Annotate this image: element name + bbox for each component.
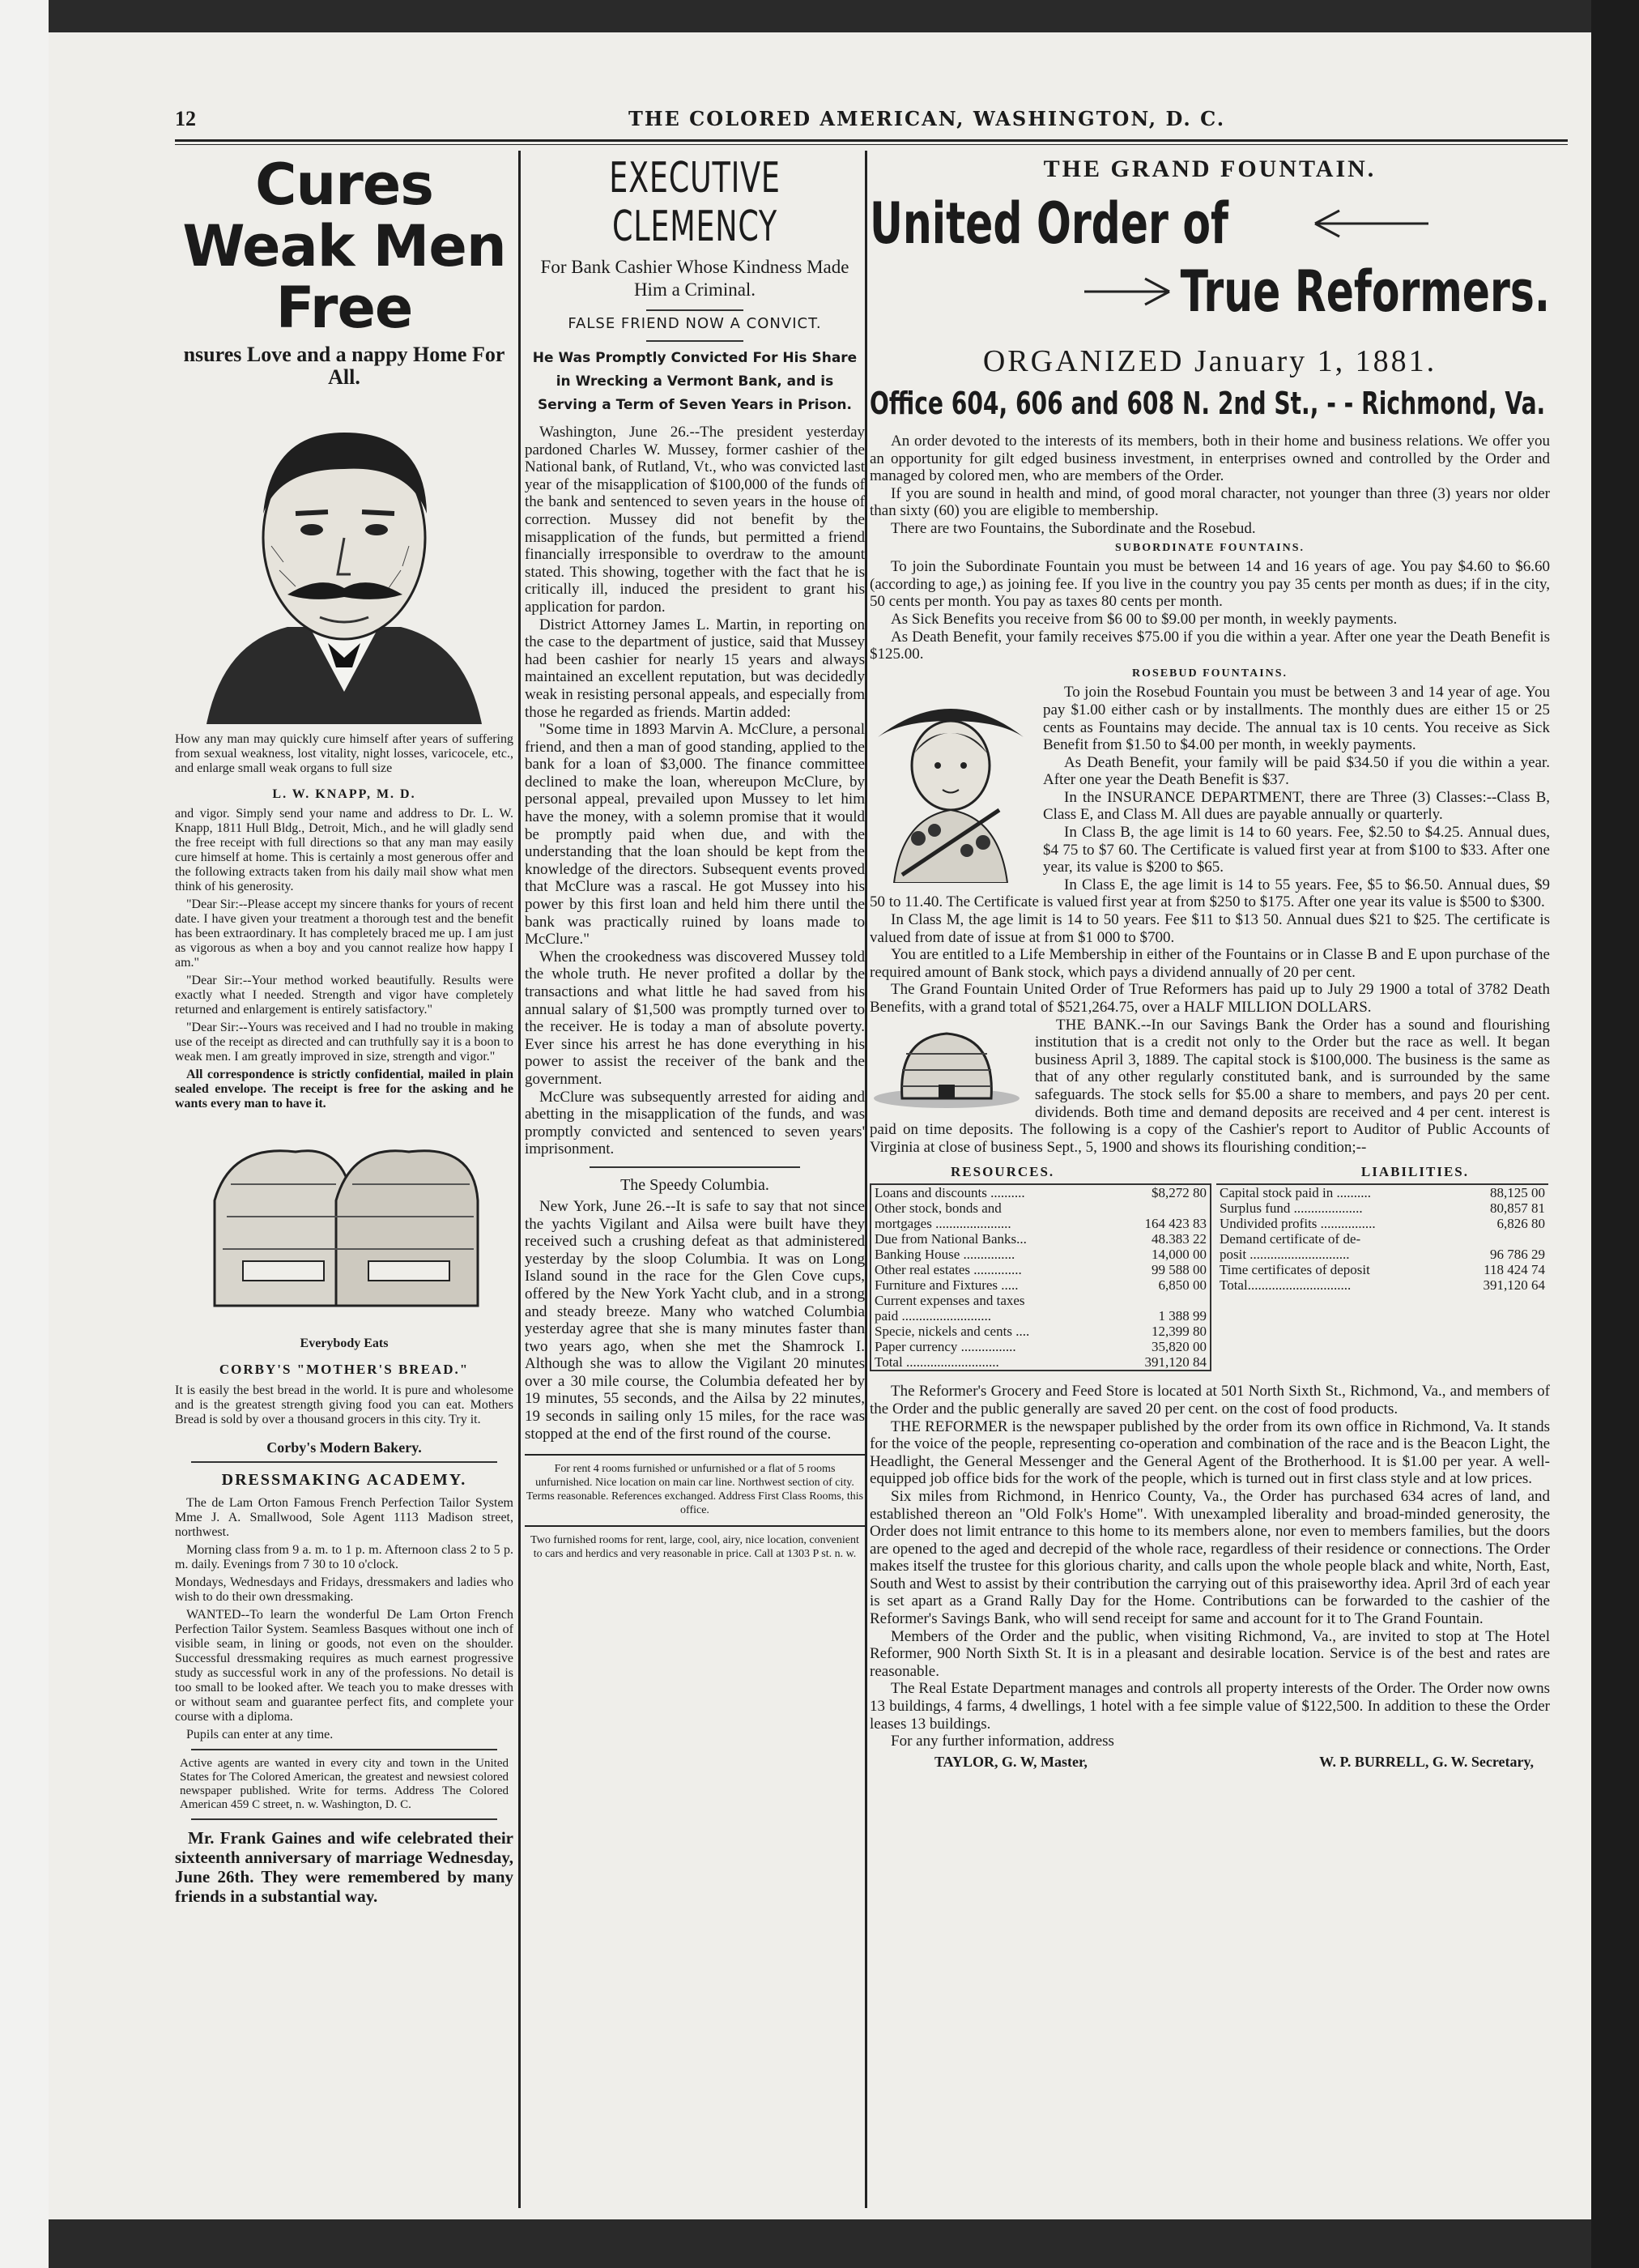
fountain-para-16: The Reformer's Grocery and Feed Store is located at 501 North Sixth St., Richmond, Va., and members of the Order and the public generally are saved 20 per cent. on the cost of food products. (870, 1383, 1550, 1418)
resources-table-box (870, 1183, 1211, 1371)
office-address: Office 604, 606 and 608 N. 2nd St., - - Richmond, Va. (870, 386, 1546, 421)
row-label: Other stock, bonds and (875, 1200, 1002, 1217)
row-label: Demand certificate of de- (1220, 1231, 1361, 1247)
page-shadow (1591, 0, 1639, 2268)
column-2 (525, 154, 865, 2211)
signatures (870, 1754, 1550, 1771)
cures-headline-line2: Weak Men (182, 213, 506, 279)
cures-para-4: "Dear Sir:--Yours was received and I had no trouble in making use of the receipt as directed and can truthfully say it is a boon to weak men. I am greatly improved in size, strength and vigor." (175, 1021, 513, 1064)
table-row (871, 1247, 1210, 1262)
liabilities-table-box (1216, 1183, 1548, 1371)
table-row (1216, 1200, 1548, 1216)
clemency-deck-1: For Bank Cashier Whose Kindness Made Him a Criminal. (540, 257, 849, 300)
row-value (1109, 1293, 1211, 1308)
dressmaking-para-4: Pupils can enter at any time. (186, 1728, 334, 1742)
row-value: 391,120 84 (1144, 1354, 1207, 1371)
table-row (871, 1216, 1210, 1231)
financial-headings (870, 1164, 1550, 1180)
row-label: Other real estates .............. (875, 1262, 1022, 1278)
row-label: Furniture and Fixtures ..... (875, 1277, 1019, 1294)
row-value: 6,850 00 (1158, 1277, 1207, 1294)
order-headline-2: True Reformers. (1180, 258, 1550, 325)
signature-master: TAYLOR, G. W, Master, (934, 1753, 1088, 1770)
cures-headline-line3: Free (275, 275, 413, 341)
table-row (1216, 1277, 1548, 1293)
fountain-para-20: The Real Estate Department manages and controls all property interests of the Order. The Order now owns 13 buildings, 4 farms, 4 dwellings, 1 hotel with a fee simple value of $122,500. In addition to these the Order leases 13 buildings. (870, 1680, 1550, 1733)
clemency-body (525, 424, 865, 1158)
cures-para-5: All correspondence is strictly confidential, mailed in plain sealed envelope. The receipt is free for the asking and he wants every man to have it. (175, 1068, 513, 1111)
fountain-para-3: There are two Fountains, the Subordinate and the Rosebud. (891, 519, 1256, 537)
row-label: Banking House ............... (875, 1247, 1015, 1263)
columbia-title: The Speedy Columbia. (620, 1175, 769, 1194)
row-label: Specie, nickels and cents .... (875, 1324, 1030, 1340)
table-row (871, 1339, 1210, 1354)
row-value: 164 423 83 (1144, 1216, 1207, 1232)
fountain-para-18: Six miles from Richmond, in Henrico County, Va., the Order has purchased 634 acres of land, and established thereon an "Old Folk's Home". With unexampled liberality and broad-minded generosity, the Order does not limit entrance to this home to its members alone, nor even to members families, but the doors are opened to the aged and decrepid of the whole race, regardless of their residence or connections. The Order makes itself the trustee for this glorious charity, and calls upon the whole people black and white, North, East, South and West to assist by their contribution the carrying out of this praiseworthy idea. April 3rd of each year is set apart as a Grand Rally Day for the Home. Contributions can be forwarded to the cashier of the Reformer's Savings Bank, who will send receipt for same and account for it to The Grand Fountain. (870, 1487, 1550, 1628)
dressmaking-para-2: Mondays, Wednesdays and Fridays, dressmakers and ladies who wish to do their own dressmaking. (175, 1575, 513, 1604)
row-value: 35,820 00 (1152, 1339, 1207, 1355)
row-value: 6,826 80 (1496, 1216, 1545, 1232)
clemency-headline: EXECUTIVE CLEMENCY (609, 154, 781, 251)
row-value: 80,857 81 (1490, 1200, 1545, 1217)
cures-body (175, 807, 513, 1111)
doctor-portrait-image (190, 400, 498, 724)
table-row (871, 1185, 1210, 1200)
dressmaking-para-3: WANTED--To learn the wonderful De Lam Orton French Perfection Tailor System. Seamless Basques without one inch of visible seam, in lining or goods, not even on the shoulder. Successful dressmaking requires as much earnest progressive study as successful work in any of the professions. No detail is too small to be looked after. We teach you to make dresses with or without seam and guarantee perfect fits, and complete your course with a diploma. (175, 1608, 513, 1724)
cures-subheading: nsures Love and a nappy Home For All. (183, 343, 505, 389)
row-label: Current expenses and taxes (875, 1293, 1025, 1309)
fountain-para-10: In Class B, the age limit is 14 to 60 years. Fee, $2.50 to $4.25. Annual dues, $4 75 to $7 60. The Certificate is valued first year at from $100 to $33. After one year, its value is $200 to $65. (1043, 824, 1550, 876)
divider (191, 1749, 497, 1750)
fountain-para-17: THE REFORMER is the newspaper published by the order from its own office in Richmond, Va. It stands for the voice of the people, representing co-operation and combination of the race and is the Beacon Light, the Headlight, the General Messenger and the General Agent of the Brotherhood. It is $1.00 per year. A well-equipped job office bids for the work of the people, which is turned out in first class style and at low prices. (870, 1418, 1550, 1488)
liabilities-heading: LIABILITIES. (1360, 1164, 1469, 1180)
fountain-para-19: Members of the Order and the public, when visiting Richmond, Va., are invited to stop at The Hotel Reformer, 900 North Sixth St. It is in a pleasant and desirable location. Service is of the best and rates are reasonable. (870, 1627, 1550, 1680)
clemency-para-4: When the crookedness was discovered Mussey told the whole truth. He never profited a dollar by the transactions and what little he had saved from his annual salary of $1,500 was promptly turned over to the receiver. He is today a man of absolute poverty. Ever since his arrest he has done everything in his power to assist the receiver of the bank and the government. (525, 948, 865, 1088)
cures-intro: How any man may quickly cure himself after years of suffering from sexual weakness, lost vitality, night losses, varicocele, etc., and enlarge small weak organs to full size (175, 732, 513, 775)
divider (525, 1525, 865, 1527)
row-value: 1 388 99 (1158, 1308, 1207, 1324)
clemency-deck-2: FALSE FRIEND NOW A CONVICT. (568, 315, 822, 332)
clemency-para-1: Washington, June 26.--The president yesterday pardoned Charles W. Mussey, former cashier of the National bank, of Rutland, Vt., who was convicted last year of the misapplication of $100,000 of the funds of the bank and sentenced to seven years in the house of correction. Mussey did not benefit by the misapplication of the funds, but permitted a friend financially irresponsible to overdraw to the amount stated. This showing, together with the fact that he is critically ill, induced the president to grant his application for pardon. (525, 424, 865, 616)
column-rule-2 (865, 151, 867, 2208)
row-value (1109, 1200, 1211, 1216)
table-row (1216, 1216, 1548, 1231)
page-number: 12 (175, 107, 196, 130)
column-rule-1 (518, 151, 521, 2208)
arrow-left-icon (1307, 207, 1437, 240)
subordinate-heading: SUBORDINATE FOUNTAINS. (1114, 541, 1305, 554)
fountain-para-1: An order devoted to the interests of its members, both in their home and business relations. We offer you an opportunity for gilt edged business investment, in enterprises owned and controlled by the Order and managed by colored men, who are members of the Order. (870, 433, 1550, 485)
column-1 (175, 154, 513, 2211)
row-value: 99 588 00 (1152, 1262, 1207, 1278)
beehive-image (870, 1021, 1024, 1111)
row-label: Due from National Banks... (875, 1231, 1027, 1247)
bread-text: It is easily the best bread in the world. It is pure and wholesome and is the greatest strength giving food you can eat. Mothers Bread is sold by over a thousand grocers in this city. Try it. (175, 1383, 513, 1426)
row-value: 391,120 64 (1483, 1277, 1545, 1294)
row-label: mortgages ...................... (875, 1216, 1011, 1232)
row-label: Loans and discounts .......... (875, 1185, 1025, 1201)
liabilities-table (1216, 1183, 1548, 1293)
table-row (871, 1231, 1210, 1247)
row-label: Total.............................. (1220, 1277, 1352, 1294)
grand-fountain-title: THE GRAND FOUNTAIN. (1043, 156, 1377, 182)
row-label: Total ........................... (875, 1354, 999, 1371)
bread-brand: CORBY'S "MOTHER'S BREAD." (219, 1362, 470, 1377)
row-value: 12,399 80 (1152, 1324, 1207, 1340)
dressmaking-para-1: The de Lam Orton Famous French Perfection Tailor System Mme J. A. Smallwood, Sole Agent 1113 Madison street, northwest. (175, 1496, 513, 1539)
girl-with-flowers-image (870, 688, 1032, 883)
row-label: Surplus fund .................... (1220, 1200, 1363, 1217)
table-row (1216, 1231, 1548, 1247)
table-row (1216, 1262, 1548, 1277)
row-value: 96 786 29 (1490, 1247, 1545, 1263)
clemency-deck-3: He Was Promptly Convicted For His Share in Wrecking a Vermont Bank, and is Serving a Term of Seven Years in Prison. (532, 350, 858, 413)
table-row (871, 1277, 1210, 1293)
bread-loaves-image (198, 1128, 490, 1330)
bread-signature: Corby's Modern Bakery. (266, 1439, 422, 1456)
fountain-para-9: In the INSURANCE DEPARTMENT, there are Three (3) Classes:--Class B, Class E, and Class M. All dues are payable annually or quarterly. (1043, 788, 1550, 824)
cures-para-1: and vigor. Simply send your name and address to Dr. L. W. Knapp, 1811 Hull Bldg., Detroit, Mich., and he will gladly send the free receipt with full directions so that any man may easily cure himself at home. This is certainly a most generous offer and the following extracts taken from his daily mail show what men think of his generosity. (175, 807, 513, 893)
row-value: 14,000 00 (1152, 1247, 1207, 1263)
clemency-para-2: District Attorney James L. Martin, in reporting on the case to the department of justice, said that Mussey had been cashier for nearly 15 years and always maintained an excellent reputation, but was decidedly weak in resisting personal appeals, and especially from those he regarded as friends. Martin added: (525, 616, 865, 721)
divider (646, 309, 743, 311)
divider (191, 1461, 497, 1463)
header-rule (175, 139, 1568, 142)
row-value: $8,272 80 (1152, 1185, 1207, 1201)
table-row (1216, 1184, 1548, 1200)
clemency-para-3: "Some time in 1893 Marvin A. McClure, a personal friend, and then a man of good standing, applied to the bank for a loan of $3,000. The finance committee declined to make the loan, whereupon McClure, by personal appeal, prevailed upon Mussey to let him have the money, with a solemn promise that it would be promptly paid when due, and with the understanding that the loan should be kept from the knowledge of the directors. Subsequent events proved that McClure was a rascal. He got Mussey into his power by this first loan and held him there until the bank was practically ruined by loans made to McClure." (525, 721, 865, 949)
table-row (871, 1200, 1210, 1216)
page-header (175, 107, 1568, 131)
fountain-para-12: In Class M, the age limit is 14 to 50 years. Fee $11 to $13 50. Annual dues $21 to $25. The certificate is valued from date of issue at from $1 000 to $700. (870, 911, 1550, 946)
row-value: 118 424 74 (1484, 1262, 1545, 1278)
fountain-para-13: You are entitled to a Life Membership in either of the Fountains or in Classe B and E upon purchase of the required amount of Bank stock, which pays a dividend annually of 20 per cent. (870, 946, 1550, 981)
bread-caption: Everybody Eats (300, 1336, 389, 1350)
rent-notice-1: For rent 4 rooms furnished or unfurnished or a flat of 5 rooms unfurnished. Nice location on main car line. Northwest section of city. Terms reasonable. References exchanged. Address First Class Rooms, this office. (526, 1463, 864, 1517)
agents-wanted: Active agents are wanted in every city and town in the United States for The Colored American, the greatest and newsiest colored newspaper published. Write for terms. Address The Colored American 459 C street, n. w. Washington, D. C. (180, 1757, 509, 1811)
row-label: Capital stock paid in .......... (1220, 1185, 1371, 1201)
row-value: 88,125 00 (1490, 1185, 1545, 1201)
fountain-para-5: As Sick Benefits you receive from $6 00 to $9.00 per month, in weekly payments. (891, 610, 1398, 628)
organized-date: ORGANIZED January 1, 1881. (982, 344, 1437, 378)
gaines-notice: Mr. Frank Gaines and wife celebrated their sixteenth anniversary of marriage Wednesday, June 26th. They were remembered by many friends in a substantial way. (175, 1828, 513, 1906)
fountain-body (870, 433, 1550, 1156)
doctor-name: L. W. KNAPP, M. D. (272, 787, 416, 801)
table-row (1216, 1247, 1548, 1262)
divider (525, 1454, 865, 1456)
clemency-para-5: McClure was subsequently arrested for aiding and abetting in the misapplication of the funds, and was promptly convicted and sentenced to seven years' imprisonment. (525, 1088, 865, 1158)
divider (590, 1166, 800, 1168)
rosebud-heading: ROSEBUD FOUNTAINS. (1131, 667, 1288, 680)
order-headline-1: United Order of (870, 190, 1228, 257)
signature-secretary: W. P. BURRELL, G. W. Secretary, (1319, 1753, 1534, 1770)
dressmaking-body (175, 1496, 513, 1742)
scan-edge (0, 0, 49, 2268)
column-3 (870, 154, 1550, 2211)
dressmaking-title: DRESSMAKING ACADEMY. (221, 1471, 467, 1489)
columbia-body (525, 1198, 865, 1443)
table-row (871, 1308, 1210, 1324)
row-value: 48.383 22 (1152, 1231, 1207, 1247)
masthead: THE COLORED AMERICAN, WASHINGTON, D. C. (628, 107, 1226, 130)
table-row (871, 1262, 1210, 1277)
table-row (871, 1354, 1210, 1370)
fountain-para-4: To join the Subordinate Fountain you must be between 14 and 16 years of age. You pay $4.60 to $6.60 (according to age,) as joining fee. If you live in the country you pay 35 cents per month as dues; if in the city, 50 cents per month. You pay as taxes 80 cents per month. (870, 558, 1550, 611)
dressmaking-hours: Morning class from 9 a. m. to 1 p. m. Afternoon class 2 to 5 p. m. daily. Evenings from 7 30 to 10 o'clock. (175, 1543, 513, 1571)
financial-statement (870, 1183, 1550, 1371)
fountain-body-2 (870, 1383, 1550, 1750)
resources-table (871, 1185, 1210, 1370)
fountain-para-2: If you are sound in health and mind, of good moral character, not younger than three (3) years nor older than sixty (60) you are eligible to membership. (870, 484, 1550, 520)
header-rule-thin (175, 144, 1568, 145)
fountain-para-6: As Death Benefit, your family receives $75.00 if you die within a year. After one year the Death Benefit is $125.00. (870, 628, 1550, 663)
order-line-2 (870, 259, 1550, 327)
row-label: Undivided profits ................ (1220, 1216, 1376, 1232)
table-row (871, 1324, 1210, 1339)
fountain-para-7: To join the Rosebud Fountain you must be between 3 and 14 year of age. You pay $1.00 either cash or by installments. The monthly dues are either 15 or 25 cents as Fountains may decide. The annual tax is 10 cents. You receive as Sick Benefit from $1.50 to $4.00 per month, in weekly payments. (1043, 684, 1550, 754)
cures-para-2: "Dear Sir:--Please accept my sincere thanks for yours of recent date. I have given your treatment a thorough test and the benefit has been extraordinary. It has completely braced me up. I am just as vigorous as when a boy and you cannot realize how happy I am." (175, 897, 513, 970)
table-row (871, 1293, 1210, 1308)
fountain-para-21: For any further information, address (891, 1733, 1114, 1750)
fountain-para-11: In Class E, the age limit is 14 to 55 years. Fee, $5 to $6.50. Annual dues, $9 50 to 11.40. The Certificate is valued first year at from $250 to $175. After one year its value is $500 to $300. (870, 876, 1550, 911)
row-label: Time certificates of deposit (1220, 1262, 1370, 1278)
order-line-1 (870, 191, 1550, 259)
row-label: paid .......................... (875, 1308, 992, 1324)
fountain-para-14: The Grand Fountain United Order of True Reformers has paid up to July 29 1900 a total of 3782 Death Benefits, with a grand total of $521,264.75, over a HALF MILLION DOLLARS. (870, 981, 1550, 1016)
resources-heading: RESOURCES. (951, 1164, 1055, 1180)
cures-para-3: "Dear Sir:--Your method worked beautifully. Results were exactly what I needed. Strength and vigor have completely returned and enlargement is entirely satisfactory." (175, 974, 513, 1017)
fountain-para-8: As Death Benefit, your family will be paid $34.50 if you die within a year. After one year the Death Benefit is $37. (1043, 753, 1550, 789)
cures-headline (175, 154, 513, 339)
divider (646, 340, 743, 342)
rent-notice-2: Two furnished rooms for rent, large, cool, airy, nice location, convenient to cars and herdics and very reasonable in price. Call at 1303 P st. n. w. (530, 1534, 859, 1561)
columbia-para-1: New York, June 26.--It is safe to say that not since the yachts Vigilant and Ailsa were built have they received such a crushing defeat as that administered yesterday by the sloop Columbia. It was on Long Island sound in the race for the Glen Cove cups, offered by the New York Yacht club, and in a strong and steady breeze. Many who watched Columbia yesterday agree that she is many minutes faster than two years ago, when she met the Shamrock I. Although she was to allow the Vigilant 20 minutes over a 30 mile course, the Columbia defeated her by 19 minutes, 55 seconds, and the Ailsa by 22 minutes, 19 seconds in sailing only 15 miles, for the race was stopped at the end of the first round of the course. (525, 1197, 865, 1443)
row-value (1450, 1231, 1549, 1247)
divider (191, 1818, 497, 1820)
row-label: posit ............................. (1220, 1247, 1350, 1263)
row-label: Paper currency ................ (875, 1339, 1016, 1355)
cures-headline-line1: Cures (255, 154, 433, 218)
fountain-para-15: THE BANK.--In our Savings Bank the Order has a sound and flourishing institution that is a credit not only to the Order but the race as well. It began business April 3, 1889. The capital stock is $100,000. The business is the same as that of any other regularly constituted bank, and is surrounded by the same safeguards. The stock sells for $5.00 a share to members, and pays 20 per cent. dividends. Both time and demand deposits are received and 4 per cent. interest is paid on time deposits. The following is a copy of the Cashier's report to Auditor of Public Accounts of Virginia at close of business Sept., 5, 1900 and shows its flourishing condition;-- (870, 1016, 1550, 1156)
